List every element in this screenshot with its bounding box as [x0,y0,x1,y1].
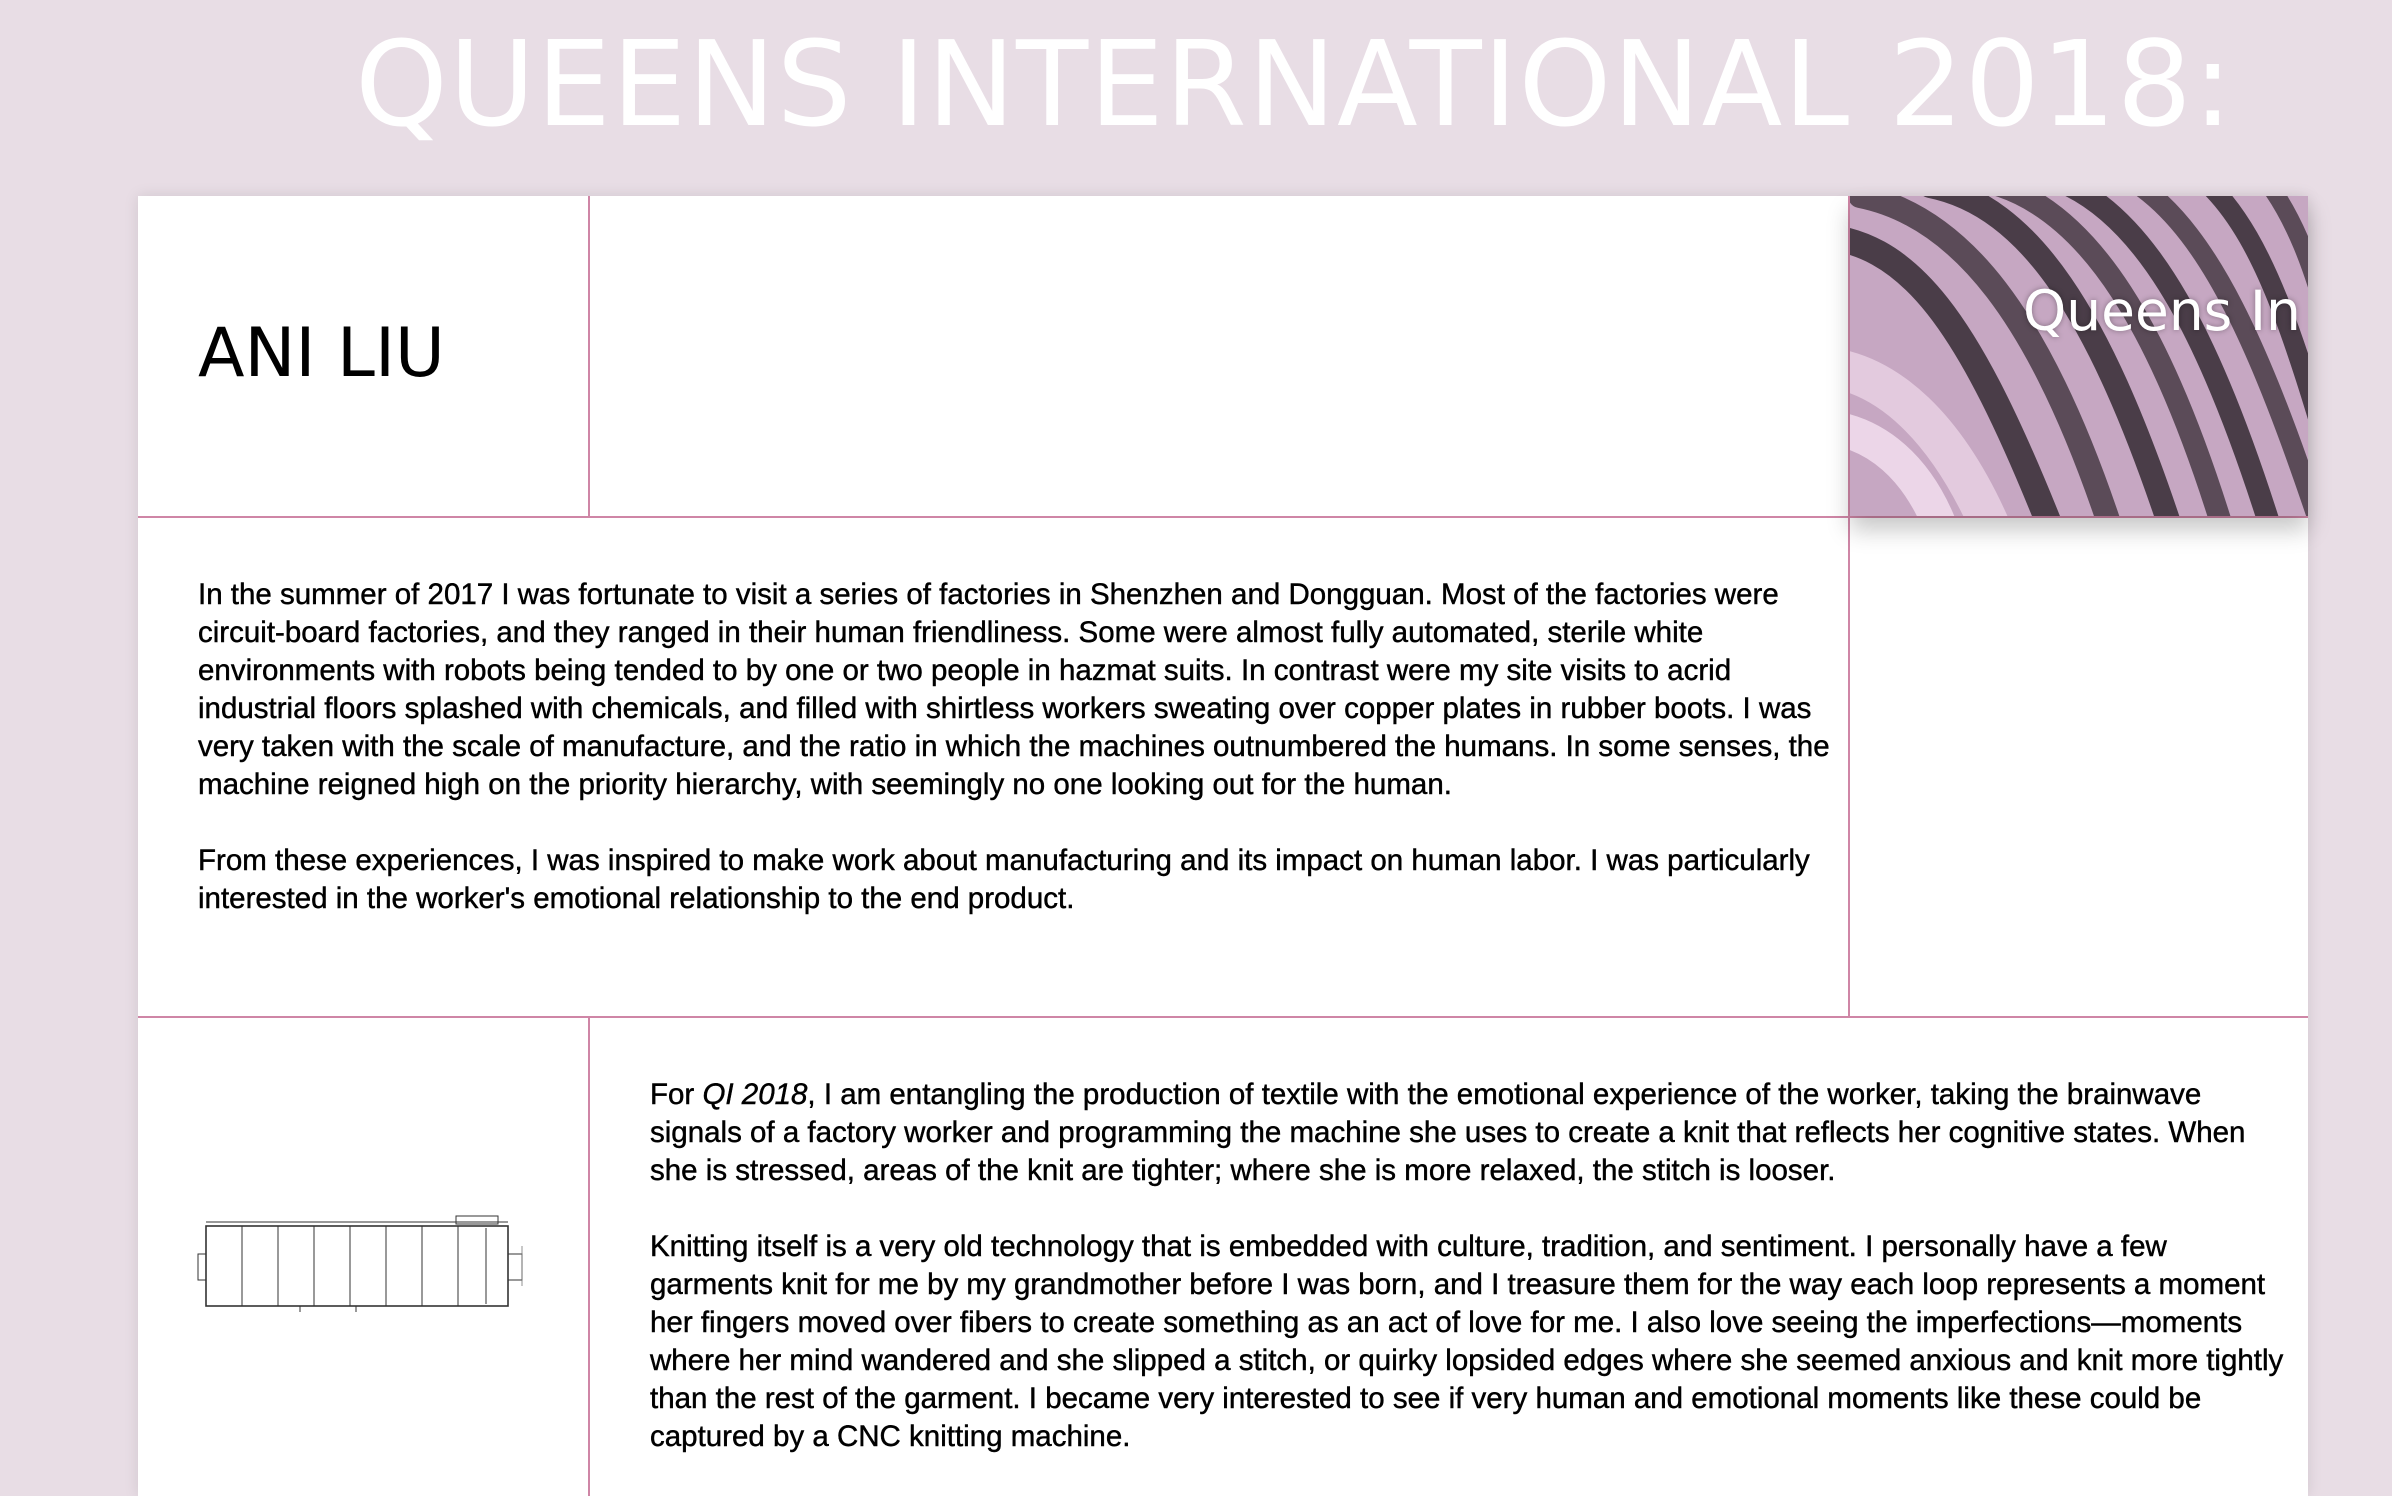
thumbnail-text: Queens In [2023,279,2301,343]
grid-line [588,1016,590,1496]
statement-text [650,1076,2290,1494]
intro-paragraph: In the summer of 2017 I was fortunate to visit a series of factories in Shenzhen and Dongguan. Most of the factories were circuit-board factories, and they ranged in their human friendliness. Some were almost fully automated, sterile white environments with robots being tended to by one or two people in hazmat suits. In contrast were my site visits to acrid industrial floors splashed with chemicals, and filled with shirtless workers sweating over copper plates in rubber boots. I was very taken with the scale of manufacture, and the ratio in which the machines outnumbered the humans. In some senses, the machine reigned high on the priority hierarchy, with seemingly no one looking out for the human. [198,578,1830,801]
exhibition-thumbnail[interactable] [1850,196,2308,516]
artist-card [138,196,2308,1496]
exhibition-title: QI 2018 [702,1078,808,1111]
statement-lead-rest: , I am entangling the production of textile with the emotional experience of the worker, taking the brainwave signals of a factory worker and programming the machine she uses to create a knit that reflects her cognitive states. When she is stressed, areas of the knit are tighter; where she is more relaxed, the stitch is looser. [650,1078,2246,1187]
statement-paragraph [650,1076,2290,1190]
statement-paragraph: Knitting itself is a very old technology that is embedded with culture, tradition, and sentiment. I personally have a few garments knit for me by my grandmother before I was born, and I treasure them for the way each loop represents a moment her fingers moved over fibers to create something as an act of love for me. I also love seeing the imperfections—moments where her mind wandered and she slipped a stitch, or quirky lopsided edges where she seemed anxious and knit more tightly than the rest of the garment. I became very interested to see if very human and emotional moments like these could be captured by a CNC knitting machine. [650,1230,2284,1453]
intro-text [198,576,1838,956]
grid-line [138,516,2308,518]
page-heading: QUEENS INTERNATIONAL 2018: [355,15,2234,153]
artist-name: ANI LIU [198,314,445,393]
intro-paragraph: From these experiences, I was inspired to make work about manufacturing and its impact on human labor. I was particularly interested in the worker's emotional relationship to the end product. [198,844,1810,915]
thumbnail-artwork [1850,196,2308,516]
statement-lead-prefix: For [650,1078,703,1111]
floor-plan-diagram [196,1206,536,1326]
grid-line [588,196,590,516]
grid-line [138,1016,2308,1018]
